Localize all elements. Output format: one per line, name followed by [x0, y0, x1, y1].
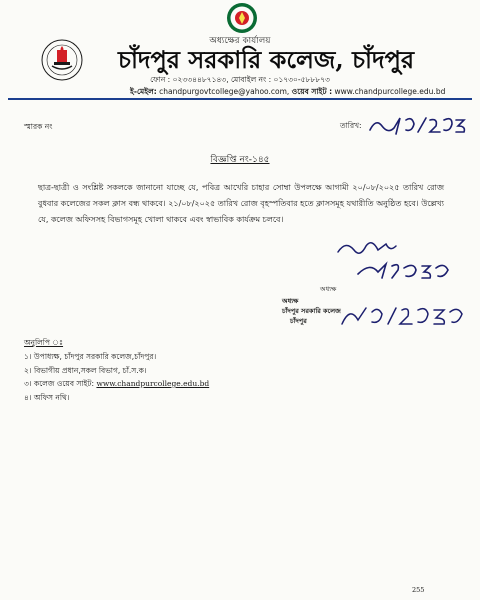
header-divider	[8, 98, 472, 100]
web-label: ওয়েব সাইট :	[291, 87, 333, 96]
notice-title: বিজ্ঞপ্তি নং-১৪৫	[210, 155, 270, 165]
website-link[interactable]: www.chandpurcollege.edu.bd	[96, 379, 210, 388]
college-name: চাঁদপুর সরকারি কলেজ, চাঁদপুর	[118, 45, 415, 74]
government-emblem-icon	[226, 2, 258, 34]
handwritten-date	[366, 114, 476, 136]
email-address[interactable]: chandpurgovtcollege@yahoo.com,	[159, 87, 290, 96]
email-label: ই-মেইল:	[130, 87, 157, 96]
office-title: অধ্যক্ষের কার্যালয়	[209, 36, 271, 46]
handwritten-date-2	[336, 302, 476, 332]
signature-position: অধ্যক্ষ	[320, 285, 337, 293]
copy-item: ৪। অফিস নথি।	[24, 392, 70, 402]
notice-body: ছাত্র-ছাত্রী ও সংশ্লিষ্ট সকলকে জানানো যাচ্ছে যে, পবিত্র আখেরি চাহার সোম্বা উপলক্ষে আগামী ২০/০৮/২০২৫ তারিখ রোজ বুধবার কলেজের সকল ক্লাস বন্ধ থাকবে। ২১/০৮/২০২৫ তারিখ রোজ বৃহস্পতিবার হতে ক্লাসসমূহ যথারীতি অনুষ্ঠিত হবে। উল্লেখ্য যে, কলেজ অফিসসহ বিভাগসমূহ খোলা থাকবে এবং স্বাভাবিক কার্যক্রম চলবে।	[38, 183, 444, 224]
copies-heading: অনুলিপি ঃ	[24, 338, 64, 347]
copy-item: ১। উপাধ্যক্ষ, চাঁদপুর সরকারি কলেজ,চাঁদপুর।	[24, 352, 157, 361]
date-label: তারিখ:	[340, 121, 362, 130]
copy-item: ২। বিভাগীয় প্রধান,সকল বিভাগ, চাঁ.স.ক।	[24, 365, 147, 375]
stamp-title: অধ্যক্ষ	[282, 297, 299, 305]
copies-list	[24, 350, 209, 404]
stamp-city: চাঁদপুর	[290, 317, 307, 325]
stamp-college: চাঁদপুর সরকারি কলেজ	[282, 307, 341, 315]
memo-number-label: স্মারক নং	[24, 122, 53, 131]
website-address[interactable]: www.chandpurcollege.edu.bd	[334, 87, 446, 96]
copy-item	[24, 377, 209, 391]
page-number: 255	[412, 586, 425, 594]
copy-item-text: ৩। কলেজ ওয়েব সাইট:	[24, 379, 95, 388]
contact-phone: ফোন : ০২৩৩৪৪৮৭১৪৩, মোবাইল নং : ০১৭৩০-৫৮৮৮৭৩	[150, 75, 330, 84]
